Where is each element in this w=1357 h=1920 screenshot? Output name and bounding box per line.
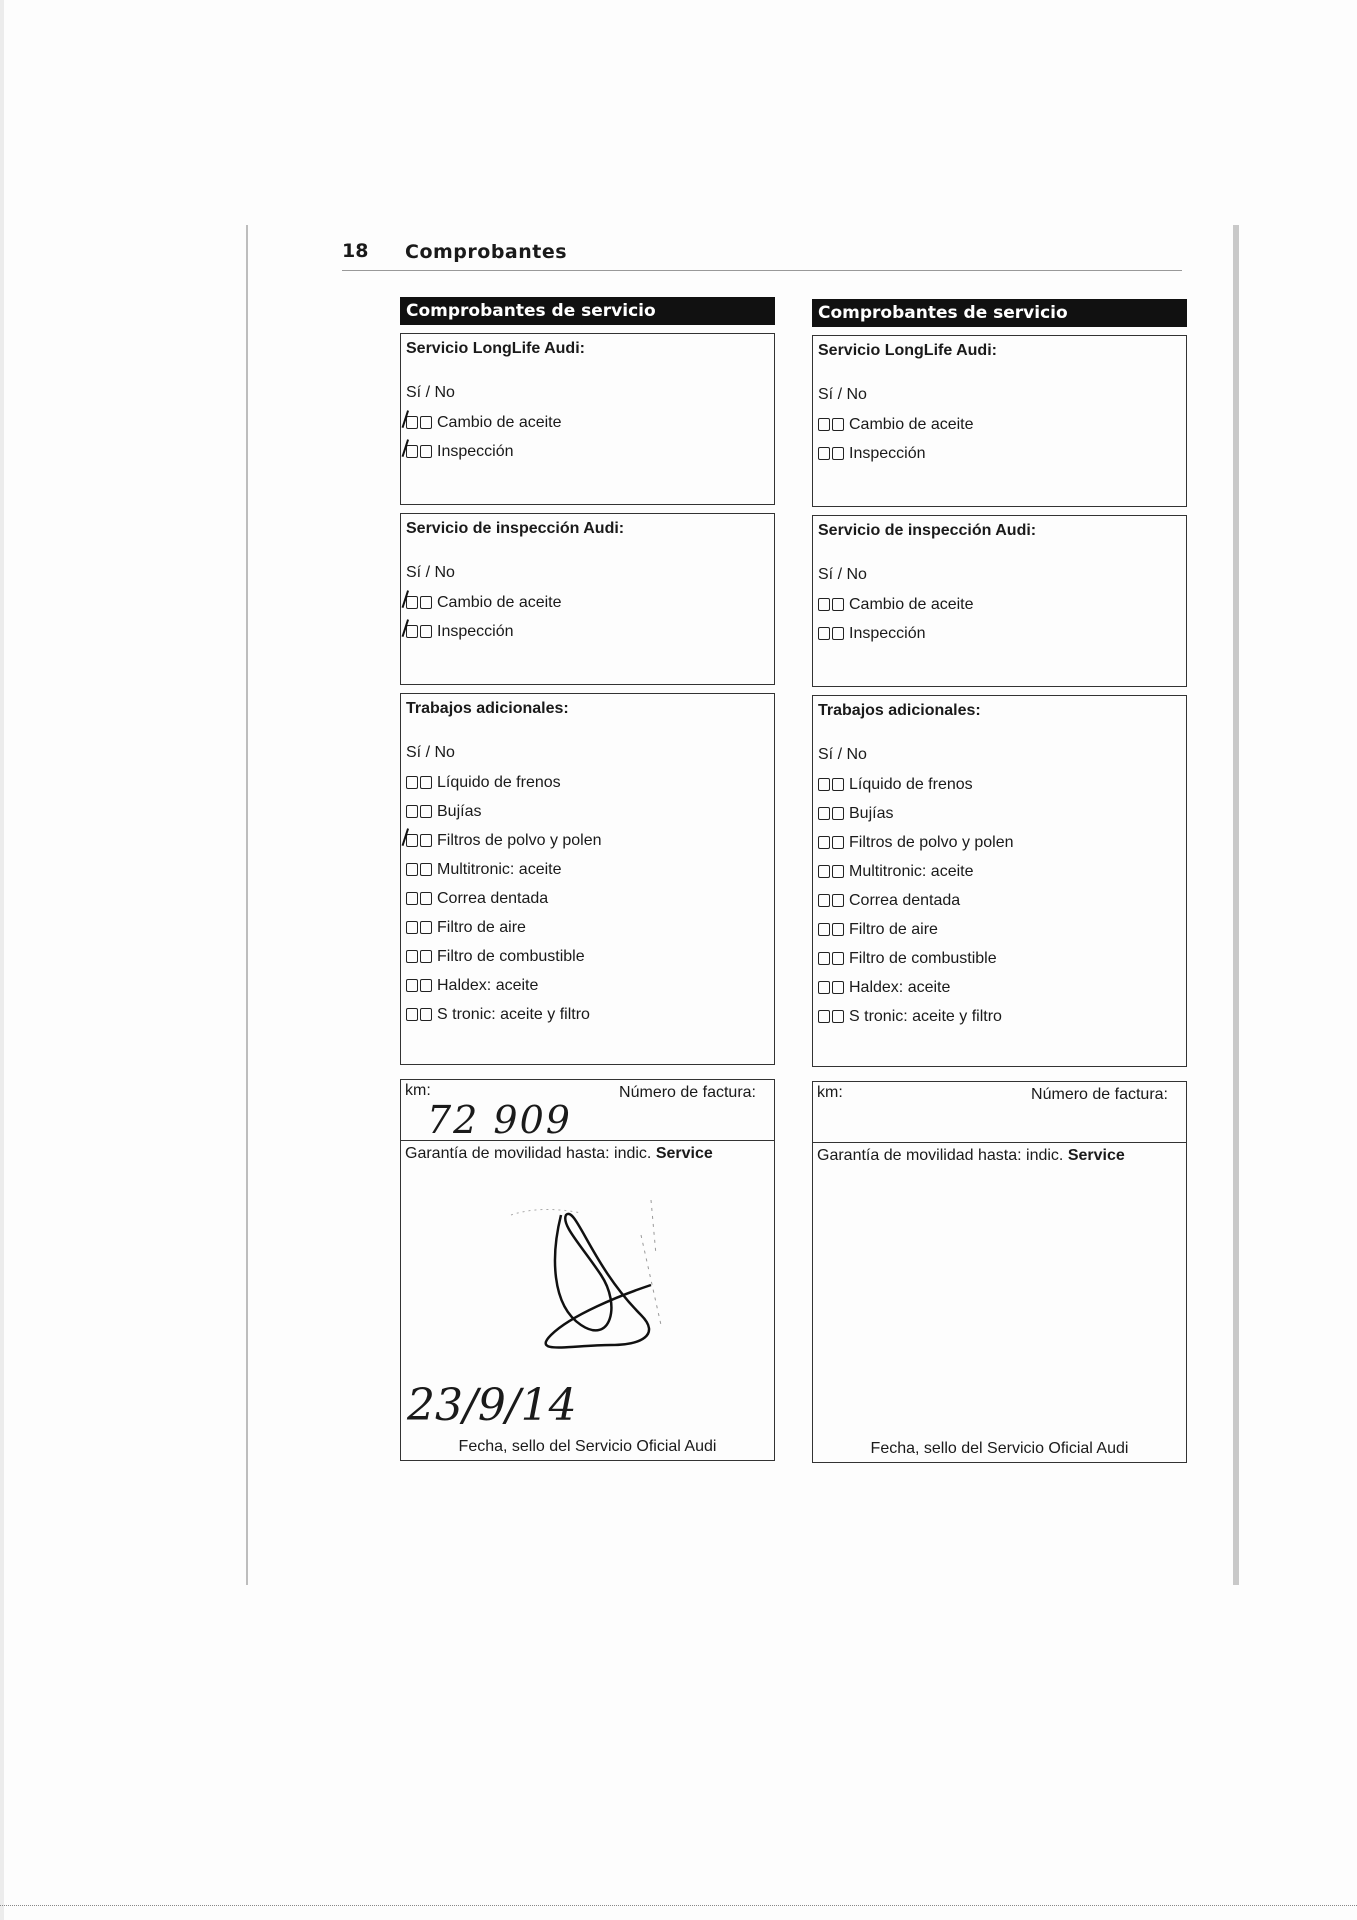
page-number: 18 bbox=[342, 240, 369, 262]
yes-checkbox[interactable] bbox=[406, 950, 418, 963]
checklist-item bbox=[401, 826, 774, 855]
guarantee-service: Service bbox=[1067, 1147, 1125, 1164]
box-title: Servicio de inspección Audi: bbox=[818, 522, 1037, 539]
no-checkbox[interactable] bbox=[832, 627, 844, 640]
checklist-item bbox=[813, 590, 1186, 619]
no-checkbox[interactable] bbox=[832, 418, 844, 431]
km-row bbox=[813, 1082, 1186, 1143]
yes-checkbox[interactable] bbox=[406, 921, 418, 934]
item-label: Bujías bbox=[437, 803, 482, 820]
item-label: Líquido de frenos bbox=[437, 774, 561, 791]
invoice-number-label: Número de factura: bbox=[619, 1084, 756, 1101]
guarantee-service: Service bbox=[655, 1145, 713, 1162]
yes-no-label: Sí / No bbox=[818, 746, 867, 763]
checklist-item bbox=[401, 797, 774, 826]
no-checkbox[interactable] bbox=[420, 950, 432, 963]
longlife-service-box bbox=[812, 335, 1187, 507]
item-label: Filtro de combustible bbox=[849, 950, 997, 967]
no-checkbox[interactable] bbox=[420, 625, 432, 638]
yes-checkbox[interactable] bbox=[406, 805, 418, 818]
no-checkbox[interactable] bbox=[420, 834, 432, 847]
item-label: Inspección bbox=[849, 445, 926, 462]
additional-work-box bbox=[400, 693, 775, 1065]
item-label: Cambio de aceite bbox=[849, 596, 974, 613]
no-checkbox[interactable] bbox=[832, 923, 844, 936]
item-label: Cambio de aceite bbox=[437, 594, 562, 611]
checklist-item bbox=[401, 588, 774, 617]
yes-checkbox[interactable] bbox=[406, 416, 418, 429]
yes-checkbox[interactable] bbox=[406, 892, 418, 905]
inspection-service-box bbox=[812, 515, 1187, 687]
checklist-item bbox=[401, 1000, 774, 1029]
yes-checkbox[interactable] bbox=[406, 1008, 418, 1021]
item-label: Inspección bbox=[437, 623, 514, 640]
no-checkbox[interactable] bbox=[420, 805, 432, 818]
mobility-guarantee-line bbox=[813, 1143, 1186, 1165]
checklist-item bbox=[401, 971, 774, 1000]
no-checkbox[interactable] bbox=[420, 596, 432, 609]
no-checkbox[interactable] bbox=[420, 892, 432, 905]
checklist-item bbox=[813, 973, 1186, 1002]
checklist-item bbox=[813, 799, 1186, 828]
no-checkbox[interactable] bbox=[420, 416, 432, 429]
yes-checkbox[interactable] bbox=[406, 596, 418, 609]
item-label: Correa dentada bbox=[849, 892, 961, 909]
section-title: Comprobantes bbox=[405, 241, 568, 263]
yes-checkbox[interactable] bbox=[818, 865, 830, 878]
yes-checkbox[interactable] bbox=[818, 778, 830, 791]
yes-no-label: Sí / No bbox=[406, 744, 455, 761]
no-checkbox[interactable] bbox=[832, 1010, 844, 1023]
checklist-item bbox=[401, 437, 774, 466]
item-label: Haldex: aceite bbox=[437, 977, 539, 994]
no-checkbox[interactable] bbox=[420, 863, 432, 876]
no-checkbox[interactable] bbox=[420, 1008, 432, 1021]
checklist-item bbox=[401, 408, 774, 437]
column-title: Comprobantes de servicio bbox=[812, 299, 1187, 327]
item-label: Haldex: aceite bbox=[849, 979, 951, 996]
item-label: S tronic: aceite y filtro bbox=[437, 1006, 590, 1023]
additional-work-box bbox=[812, 695, 1187, 1067]
item-label: Filtros de polvo y polen bbox=[849, 834, 1014, 851]
item-label: Líquido de frenos bbox=[849, 776, 973, 793]
guarantee-text: Garantía de movilidad hasta: indic. bbox=[817, 1147, 1068, 1164]
voucher-column-2 bbox=[812, 299, 1187, 1463]
yes-checkbox[interactable] bbox=[818, 627, 830, 640]
km-signature-box bbox=[812, 1081, 1187, 1463]
km-signature-box bbox=[400, 1079, 775, 1461]
yes-checkbox[interactable] bbox=[818, 952, 830, 965]
yes-checkbox[interactable] bbox=[818, 447, 830, 460]
checklist-item bbox=[401, 855, 774, 884]
item-label: S tronic: aceite y filtro bbox=[849, 1008, 1002, 1025]
item-label: Inspección bbox=[437, 443, 514, 460]
box-title: Servicio LongLife Audi: bbox=[818, 342, 997, 359]
yes-checkbox[interactable] bbox=[818, 981, 830, 994]
guarantee-text: Garantía de movilidad hasta: indic. bbox=[405, 1145, 656, 1162]
date-stamp-caption: Fecha, sello del Servicio Oficial Audi bbox=[458, 1438, 717, 1455]
item-label: Cambio de aceite bbox=[849, 416, 974, 433]
item-label: Correa dentada bbox=[437, 890, 549, 907]
scan-noise-line bbox=[0, 1905, 1357, 1908]
page-header bbox=[342, 240, 1182, 271]
checklist-item bbox=[813, 886, 1186, 915]
item-label: Filtro de aire bbox=[849, 921, 938, 938]
yes-checkbox[interactable] bbox=[818, 418, 830, 431]
no-checkbox[interactable] bbox=[832, 952, 844, 965]
yes-checkbox[interactable] bbox=[818, 836, 830, 849]
box-title: Servicio de inspección Audi: bbox=[406, 520, 625, 537]
item-label: Filtro de aire bbox=[437, 919, 526, 936]
item-label: Bujías bbox=[849, 805, 894, 822]
inspection-service-box bbox=[400, 513, 775, 685]
item-label: Inspección bbox=[849, 625, 926, 642]
km-handwritten-value: 72 909 bbox=[427, 1098, 572, 1142]
no-checkbox[interactable] bbox=[420, 445, 432, 458]
box-title: Trabajos adicionales: bbox=[818, 702, 981, 719]
no-checkbox[interactable] bbox=[420, 776, 432, 789]
checklist-item bbox=[401, 913, 774, 942]
checklist-item bbox=[401, 768, 774, 797]
yes-checkbox[interactable] bbox=[818, 807, 830, 820]
box-title: Servicio LongLife Audi: bbox=[406, 340, 585, 357]
checklist-item bbox=[813, 439, 1186, 468]
km-row bbox=[401, 1080, 774, 1141]
no-checkbox[interactable] bbox=[420, 921, 432, 934]
yes-no-label: Sí / No bbox=[818, 386, 867, 403]
date-stamp-caption: Fecha, sello del Servicio Oficial Audi bbox=[870, 1440, 1129, 1457]
yes-checkbox[interactable] bbox=[818, 923, 830, 936]
checklist-item bbox=[401, 942, 774, 971]
mobility-guarantee-line bbox=[401, 1141, 774, 1163]
yes-checkbox[interactable] bbox=[818, 598, 830, 611]
no-checkbox[interactable] bbox=[832, 981, 844, 994]
checklist-item bbox=[813, 944, 1186, 973]
yes-no-label: Sí / No bbox=[406, 564, 455, 581]
voucher-column-1 bbox=[400, 297, 775, 1461]
yes-checkbox[interactable] bbox=[406, 834, 418, 847]
no-checkbox[interactable] bbox=[832, 836, 844, 849]
item-label: Cambio de aceite bbox=[437, 414, 562, 431]
item-label: Multitronic: aceite bbox=[849, 863, 974, 880]
yes-checkbox[interactable] bbox=[406, 445, 418, 458]
checklist-item bbox=[813, 828, 1186, 857]
dealer-signature-stamp bbox=[491, 1195, 701, 1375]
no-checkbox[interactable] bbox=[832, 807, 844, 820]
checklist-item bbox=[813, 915, 1186, 944]
scan-edge bbox=[0, 0, 4, 1920]
invoice-number-label: Número de factura: bbox=[1031, 1086, 1168, 1103]
yes-checkbox[interactable] bbox=[406, 776, 418, 789]
yes-checkbox[interactable] bbox=[406, 625, 418, 638]
checklist-item bbox=[401, 617, 774, 646]
column-title: Comprobantes de servicio bbox=[400, 297, 775, 325]
box-title: Trabajos adicionales: bbox=[406, 700, 569, 717]
no-checkbox[interactable] bbox=[832, 598, 844, 611]
checklist-item bbox=[813, 857, 1186, 886]
yes-checkbox[interactable] bbox=[406, 863, 418, 876]
checklist-item bbox=[813, 619, 1186, 648]
checklist-item bbox=[813, 770, 1186, 799]
yes-no-label: Sí / No bbox=[818, 566, 867, 583]
checklist-item bbox=[813, 1002, 1186, 1031]
km-label: km: bbox=[405, 1082, 431, 1099]
checklist-item bbox=[813, 410, 1186, 439]
item-label: Filtro de combustible bbox=[437, 948, 585, 965]
date-handwritten-value: 23/9/14 bbox=[407, 1380, 577, 1431]
checklist-item bbox=[401, 884, 774, 913]
no-checkbox[interactable] bbox=[832, 447, 844, 460]
yes-checkbox[interactable] bbox=[818, 894, 830, 907]
no-checkbox[interactable] bbox=[832, 778, 844, 791]
no-checkbox[interactable] bbox=[420, 979, 432, 992]
no-checkbox[interactable] bbox=[832, 865, 844, 878]
item-label: Multitronic: aceite bbox=[437, 861, 562, 878]
yes-no-label: Sí / No bbox=[406, 384, 455, 401]
km-label: km: bbox=[817, 1084, 843, 1101]
yes-checkbox[interactable] bbox=[406, 979, 418, 992]
item-label: Filtros de polvo y polen bbox=[437, 832, 602, 849]
no-checkbox[interactable] bbox=[832, 894, 844, 907]
longlife-service-box bbox=[400, 333, 775, 505]
yes-checkbox[interactable] bbox=[818, 1010, 830, 1023]
